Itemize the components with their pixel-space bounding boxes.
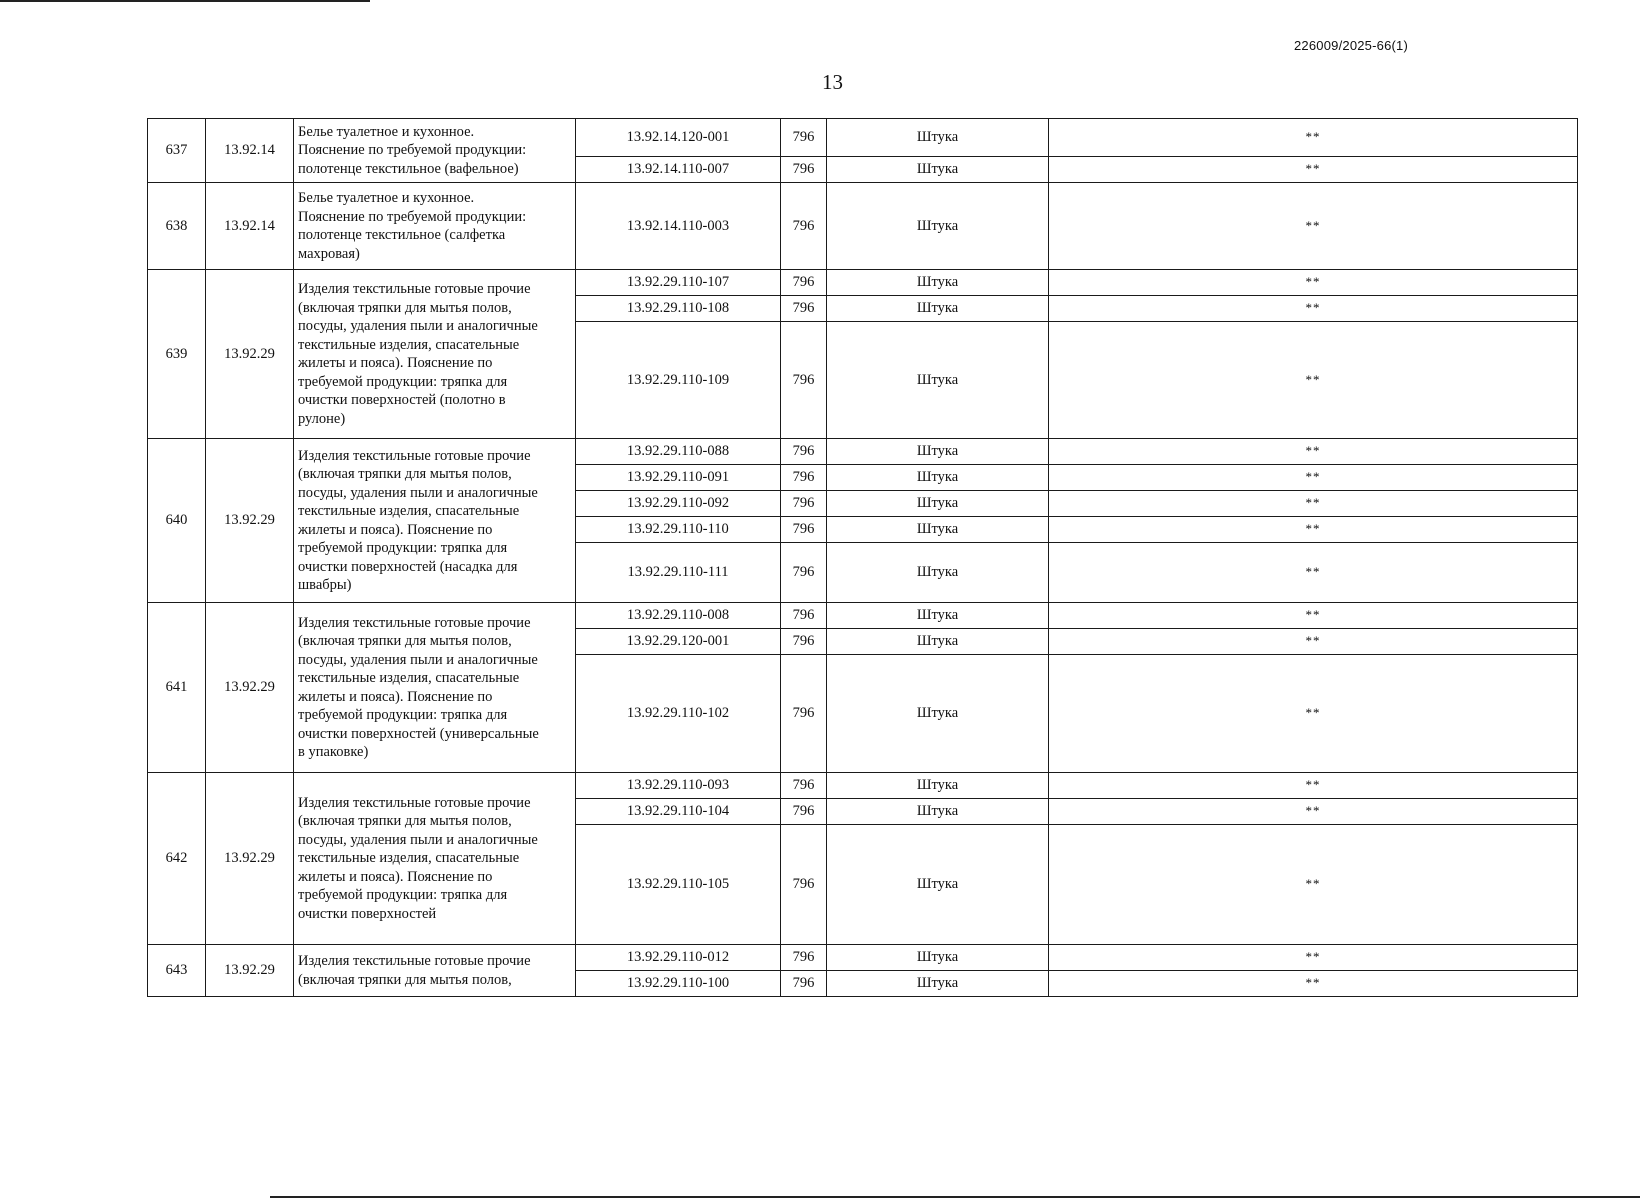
ktru-code: 13.92.29.110-008 xyxy=(576,603,781,629)
unit-name: Штука xyxy=(827,157,1049,183)
okei-code: 796 xyxy=(781,655,827,773)
ktru-code: 13.92.29.110-104 xyxy=(576,799,781,825)
price-mark: ** xyxy=(1049,439,1578,465)
unit-name: Штука xyxy=(827,603,1049,629)
unit-name: Штука xyxy=(827,439,1049,465)
okei-code: 796 xyxy=(781,517,827,543)
table-row xyxy=(148,773,1578,799)
price-mark: ** xyxy=(1049,157,1578,183)
ktru-code: 13.92.29.110-110 xyxy=(576,517,781,543)
ktru-code: 13.92.29.110-092 xyxy=(576,491,781,517)
table-row xyxy=(148,945,1578,971)
price-mark: ** xyxy=(1049,491,1578,517)
ktru-code: 13.92.29.110-091 xyxy=(576,465,781,491)
unit-name: Штука xyxy=(827,773,1049,799)
row-description: Белье туалетное и кухонное. Пояснение по требуемой продукции: полотенце текстильное (вафельное) xyxy=(294,119,576,183)
price-mark: ** xyxy=(1049,119,1578,157)
price-mark: ** xyxy=(1049,183,1578,270)
table-row xyxy=(148,439,1578,465)
unit-name: Штука xyxy=(827,517,1049,543)
unit-name: Штука xyxy=(827,322,1049,439)
okei-code: 796 xyxy=(781,603,827,629)
price-mark: ** xyxy=(1049,773,1578,799)
scan-bottom-rule xyxy=(270,1196,1640,1198)
row-description: Изделия текстильные готовые прочие (включая тряпки для мытья полов, посуды, удаления пыли и аналогичные текстильные изделия, спасательные жилеты и пояса). Пояснение по требуемой продукции: тряпка для очистки поверхностей (насадка для швабры) xyxy=(294,439,576,603)
okei-code: 796 xyxy=(781,157,827,183)
row-number: 639 xyxy=(148,270,206,439)
okei-code: 796 xyxy=(781,971,827,997)
price-mark: ** xyxy=(1049,945,1578,971)
page-number: 13 xyxy=(822,70,843,94)
ktru-code: 13.92.29.110-111 xyxy=(576,543,781,603)
okpd-code: 13.92.29 xyxy=(206,773,294,945)
okei-code: 796 xyxy=(781,270,827,296)
okei-code: 796 xyxy=(781,629,827,655)
row-number: 643 xyxy=(148,945,206,997)
unit-name: Штука xyxy=(827,296,1049,322)
okpd-code: 13.92.14 xyxy=(206,183,294,270)
okpd-code: 13.92.29 xyxy=(206,945,294,997)
unit-name: Штука xyxy=(827,825,1049,945)
okei-code: 796 xyxy=(781,296,827,322)
price-mark: ** xyxy=(1049,465,1578,491)
price-mark: ** xyxy=(1049,296,1578,322)
okei-code: 796 xyxy=(781,945,827,971)
row-description: Белье туалетное и кухонное. Пояснение по требуемой продукции: полотенце текстильное (салфетка махровая) xyxy=(294,183,576,270)
row-description: Изделия текстильные готовые прочие (включая тряпки для мытья полов, посуды, удаления пыли и аналогичные текстильные изделия, спасательные жилеты и пояса). Пояснение по требуемой продукции: тряпка для очистки поверхностей xyxy=(294,773,576,945)
ktru-code: 13.92.14.110-003 xyxy=(576,183,781,270)
price-mark: ** xyxy=(1049,322,1578,439)
table-row xyxy=(148,119,1578,157)
price-mark: ** xyxy=(1049,270,1578,296)
okei-code: 796 xyxy=(781,439,827,465)
row-number: 641 xyxy=(148,603,206,773)
unit-name: Штука xyxy=(827,183,1049,270)
ktru-code: 13.92.29.110-100 xyxy=(576,971,781,997)
okpd-code: 13.92.14 xyxy=(206,119,294,183)
ktru-code: 13.92.29.110-109 xyxy=(576,322,781,439)
ktru-code: 13.92.29.110-088 xyxy=(576,439,781,465)
okpd-code: 13.92.29 xyxy=(206,603,294,773)
okei-code: 796 xyxy=(781,119,827,157)
unit-name: Штука xyxy=(827,799,1049,825)
row-number: 642 xyxy=(148,773,206,945)
table-row xyxy=(148,270,1578,296)
ktru-code: 13.92.29.110-093 xyxy=(576,773,781,799)
row-description: Изделия текстильные готовые прочие (включая тряпки для мытья полов, посуды, удаления пыли и аналогичные текстильные изделия, спасательные жилеты и пояса). Пояснение по требуемой продукции: тряпка для очистки поверхностей (универсальные в упаковке) xyxy=(294,603,576,773)
unit-name: Штука xyxy=(827,270,1049,296)
ktru-code: 13.92.29.110-107 xyxy=(576,270,781,296)
ktru-code: 13.92.29.110-102 xyxy=(576,655,781,773)
unit-name: Штука xyxy=(827,655,1049,773)
document-id: 226009/2025-66(1) xyxy=(1294,38,1408,53)
price-mark: ** xyxy=(1049,971,1578,997)
table-row xyxy=(148,183,1578,270)
unit-name: Штука xyxy=(827,491,1049,517)
okpd-code: 13.92.29 xyxy=(206,439,294,603)
unit-name: Штука xyxy=(827,971,1049,997)
ktru-code: 13.92.29.110-108 xyxy=(576,296,781,322)
price-mark: ** xyxy=(1049,543,1578,603)
unit-name: Штука xyxy=(827,543,1049,603)
okpd-code: 13.92.29 xyxy=(206,270,294,439)
okei-code: 796 xyxy=(781,543,827,603)
okei-code: 796 xyxy=(781,465,827,491)
okei-code: 796 xyxy=(781,773,827,799)
unit-name: Штука xyxy=(827,945,1049,971)
row-description: Изделия текстильные готовые прочие (включая тряпки для мытья полов, xyxy=(294,945,576,997)
price-mark: ** xyxy=(1049,629,1578,655)
row-number: 640 xyxy=(148,439,206,603)
row-description: Изделия текстильные готовые прочие (включая тряпки для мытья полов, посуды, удаления пыли и аналогичные текстильные изделия, спасательные жилеты и пояса). Пояснение по требуемой продукции: тряпка для очистки поверхностей (полотно в рулоне) xyxy=(294,270,576,439)
ktru-code: 13.92.29.120-001 xyxy=(576,629,781,655)
okei-code: 796 xyxy=(781,183,827,270)
okei-code: 796 xyxy=(781,322,827,439)
price-mark: ** xyxy=(1049,603,1578,629)
unit-name: Штука xyxy=(827,629,1049,655)
ktru-code: 13.92.29.110-012 xyxy=(576,945,781,971)
price-mark: ** xyxy=(1049,799,1578,825)
unit-name: Штука xyxy=(827,119,1049,157)
price-mark: ** xyxy=(1049,825,1578,945)
okei-code: 796 xyxy=(781,491,827,517)
ktru-code: 13.92.29.110-105 xyxy=(576,825,781,945)
ktru-code: 13.92.14.110-007 xyxy=(576,157,781,183)
table-row xyxy=(148,603,1578,629)
price-mark: ** xyxy=(1049,517,1578,543)
price-mark: ** xyxy=(1049,655,1578,773)
okei-code: 796 xyxy=(781,799,827,825)
okei-code: 796 xyxy=(781,825,827,945)
row-number: 637 xyxy=(148,119,206,183)
row-number: 638 xyxy=(148,183,206,270)
ktru-code: 13.92.14.120-001 xyxy=(576,119,781,157)
unit-name: Штука xyxy=(827,465,1049,491)
scan-top-rule xyxy=(0,0,370,2)
product-table xyxy=(147,118,1578,997)
